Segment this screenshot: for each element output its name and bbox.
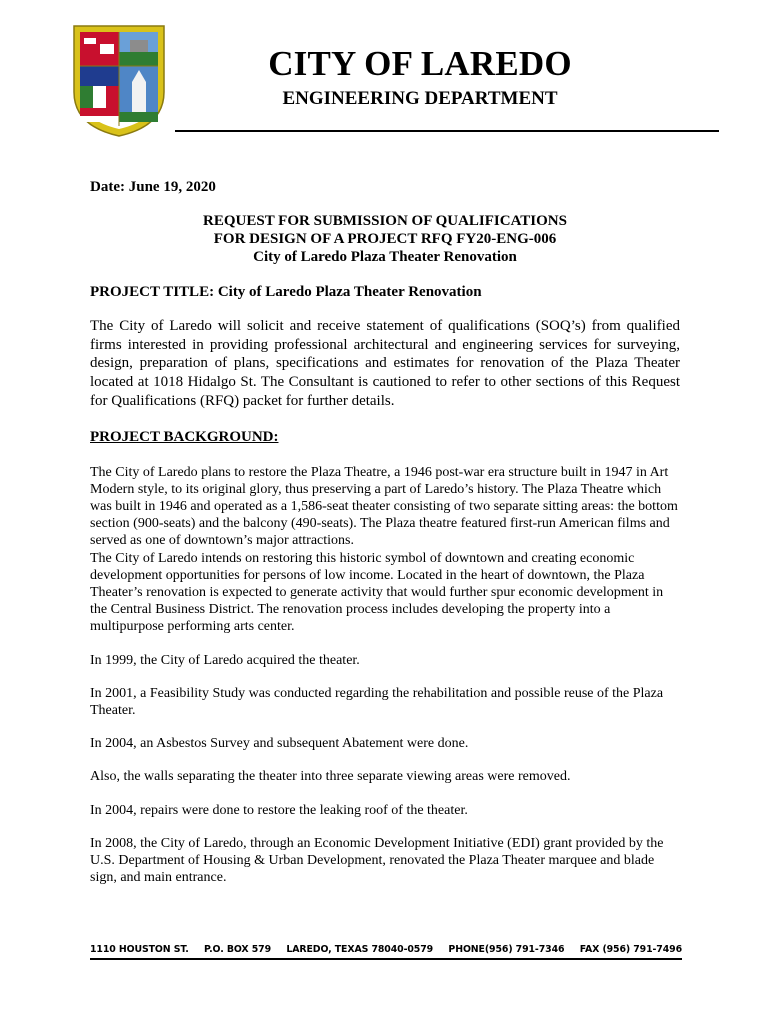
footer-divider bbox=[90, 958, 682, 960]
city-seal-icon bbox=[70, 22, 168, 140]
intro-paragraph: The City of Laredo will solicit and receive statement of qualifications (SOQ’s) from qualified firms interested in providing professional architectural and engineering services for surveying, design, preparation of plans, specifications and estimates for renovation of the Plaza Theater located at 1018 Hidalgo St. The Consultant is cautioned to refer to other sections of this Request for Qualifications (RFQ) packet for further details. bbox=[90, 318, 680, 409]
request-line: City of Laredo Plaza Theater Renovation bbox=[253, 249, 517, 265]
document-body bbox=[90, 178, 680, 886]
footer-city-state: LAREDO, TEXAS 78040-0579 bbox=[286, 944, 434, 955]
background-paragraph: In 1999, the City of Laredo acquired the theater. bbox=[90, 652, 360, 668]
background-paragraph: The City of Laredo plans to restore the Plaza Theatre, a 1946 post-war era structure built in 1947 in Art Modern style, to its original glory, thus preserving a part of Laredo’s history. The Plaza Theatre which was built in 1946 and operated as a 1,586-seat theater consisting of two separate sitting areas: the bottom section (900-seats) and the balcony (490-seats). The Plaza theatre featured first-run American films and served as one of downtown’s major attractions. bbox=[90, 464, 678, 549]
footer-po-box: P.O. BOX 579 bbox=[204, 944, 271, 955]
footer-phone: PHONE(956) 791-7346 bbox=[448, 944, 565, 955]
document-date: Date: June 19, 2020 bbox=[90, 179, 216, 195]
department-title: ENGINEERING DEPARTMENT bbox=[282, 88, 558, 109]
background-paragraph: In 2001, a Feasibility Study was conducted regarding the rehabilitation and possible reuse of the Plaza Theater. bbox=[90, 685, 664, 718]
background-paragraph: Also, the walls separating the theater into three separate viewing areas were removed. bbox=[90, 769, 571, 785]
project-title: PROJECT TITLE: City of Laredo Plaza Theater Renovation bbox=[90, 284, 482, 300]
background-paragraph: The City of Laredo intends on restoring this historic symbol of downtown and creating economic development opportunities for persons of low income. Located in the heart of downtown, the Plaza Theater’s renovation is expected to generate activity that would further spur economic development in the Central Business District. The renovation process includes developing the property into a multipurpose performing arts center. bbox=[90, 550, 664, 635]
background-heading: PROJECT BACKGROUND: bbox=[90, 428, 279, 445]
request-line: FOR DESIGN OF A PROJECT RFQ FY20-ENG-006 bbox=[213, 231, 557, 247]
footer-address: 1110 HOUSTON ST. bbox=[90, 944, 189, 955]
background-paragraph: In 2008, the City of Laredo, through an Economic Development Initiative (EDI) grant provided by the U.S. Department of Housing & Urban Development, renovated the Plaza Theater marquee and blade sign, and main entrance. bbox=[90, 835, 664, 886]
background-paragraph: In 2004, an Asbestos Survey and subsequent Abatement were done. bbox=[90, 736, 469, 752]
city-title: CITY OF LAREDO bbox=[268, 44, 572, 83]
footer-fax: FAX (956) 791-7496 bbox=[579, 944, 682, 955]
background-paragraph: In 2004, repairs were done to restore the leaking roof of the theater. bbox=[90, 802, 468, 818]
footer-contact bbox=[90, 944, 682, 956]
request-line: REQUEST FOR SUBMISSION OF QUALIFICATIONS bbox=[203, 213, 567, 229]
request-heading bbox=[90, 212, 680, 266]
header-divider bbox=[175, 130, 719, 132]
